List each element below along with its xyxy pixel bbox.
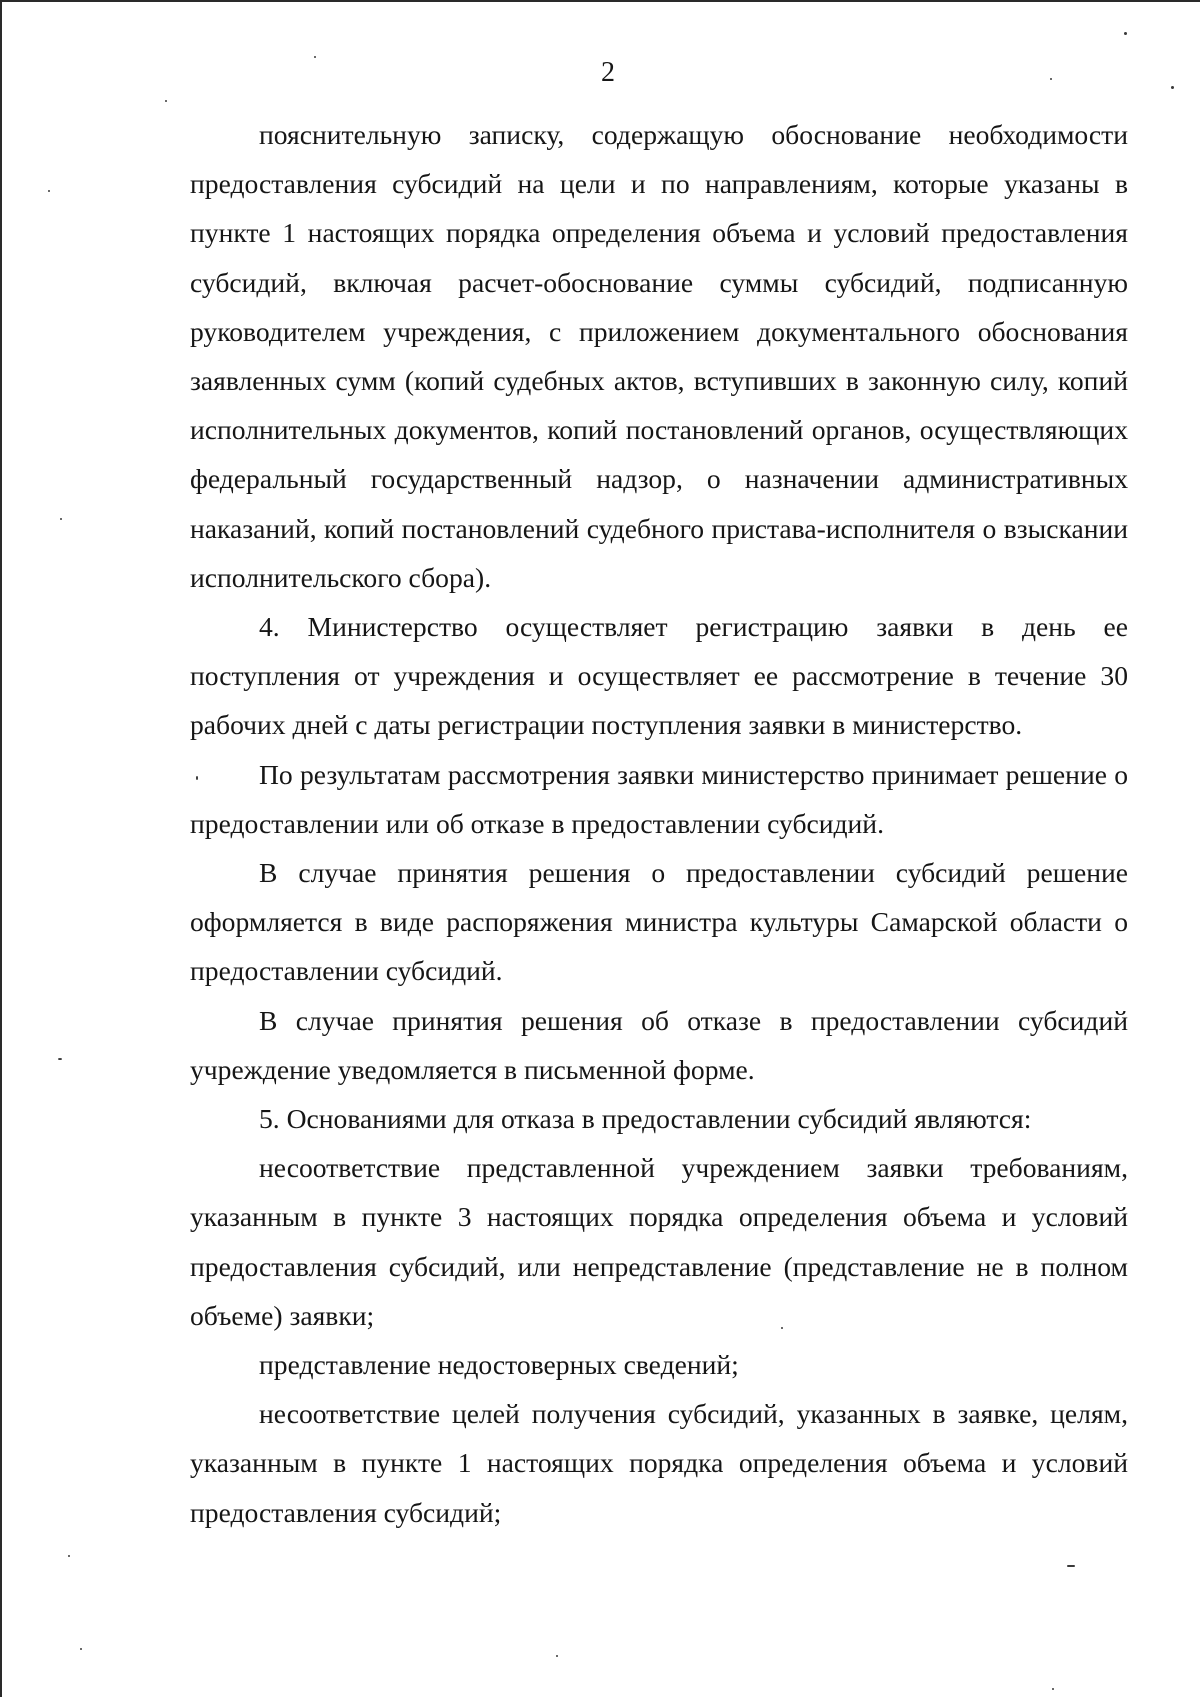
scan-speck [1067,1565,1075,1567]
paragraph-approval-order: В случае принятия решения о предоставлении субсидий решение оформляется в виде распоряжения министра культуры Самарской области о предоставлении субсидий. [190,857,1128,987]
scan-speck [781,1327,783,1329]
paragraph-item-5-grounds: 5. Основаниями для отказа в предоставлении субсидий являются: [259,1103,1032,1135]
page-number: 2 [601,57,615,88]
scan-speck [60,518,62,520]
paragraph-ground-false-info: представление недостоверных сведений; [259,1349,739,1381]
scan-speck [556,1655,558,1657]
paragraph-ground-goal-mismatch: несоответствие целей получения субсидий, указанных в заявке, целям, указанным в пункте 1 настоящих порядка определения объема и условий предоставления субсидий; [190,1398,1128,1528]
scan-speck [314,56,316,58]
scan-speck [196,776,198,780]
scan-speck [165,100,167,102]
scan-speck [68,1555,70,1557]
scan-speck [48,190,50,192]
scan-speck [1050,78,1052,80]
paragraph-refusal-notice: В случае принятия решения об отказе в предоставлении субсидий учреждение уведомляется в письменной форме. [190,1004,1128,1085]
scan-speck [1171,86,1174,89]
paragraph-explanatory-note: пояснительную записку, содержащую обоснование необходимости предоставления субсидий на цели и по направлениям, которые указаны в пункте 1 настоящих порядка определения объема и условий предоставления субсидий, включая расчет-обоснование суммы субсидий, подписанную руководителем учреждения, с приложением документального обоснования заявленных сумм (копий судебных актов, вступивших в законную силу, копий исполнительных документов, копий постановлений органов, осуществляющих федеральный государственный надзор, о назначении административных наказаний, копий постановлений судебного пристава-исполнителя о взыскании исполнительского сбора). [190,119,1128,593]
scan-speck [1124,32,1127,35]
scan-speck [1052,1688,1054,1690]
scan-speck [80,1648,82,1650]
scan-speck [58,1058,62,1060]
paragraph-item-4-registration: 4. Министерство осуществляет регистрацию заявки в день ее поступления от учреждения и осуществляет ее рассмотрение в течение 30 рабочих дней с даты регистрации поступления заявки в министерство. [190,611,1128,741]
paragraph-review-decision: По результатам рассмотрения заявки министерство принимает решение о предоставлении или об отказе в предоставлении субсидий. [190,758,1128,839]
document-body [190,110,1128,1537]
paragraph-ground-nonconformity: несоответствие представленной учреждением заявки требованиям, указанным в пункте 3 настоящих порядка определения объема и условий предоставления субсидий, или непредставление (представление не в полном объеме) заявки; [190,1152,1128,1331]
